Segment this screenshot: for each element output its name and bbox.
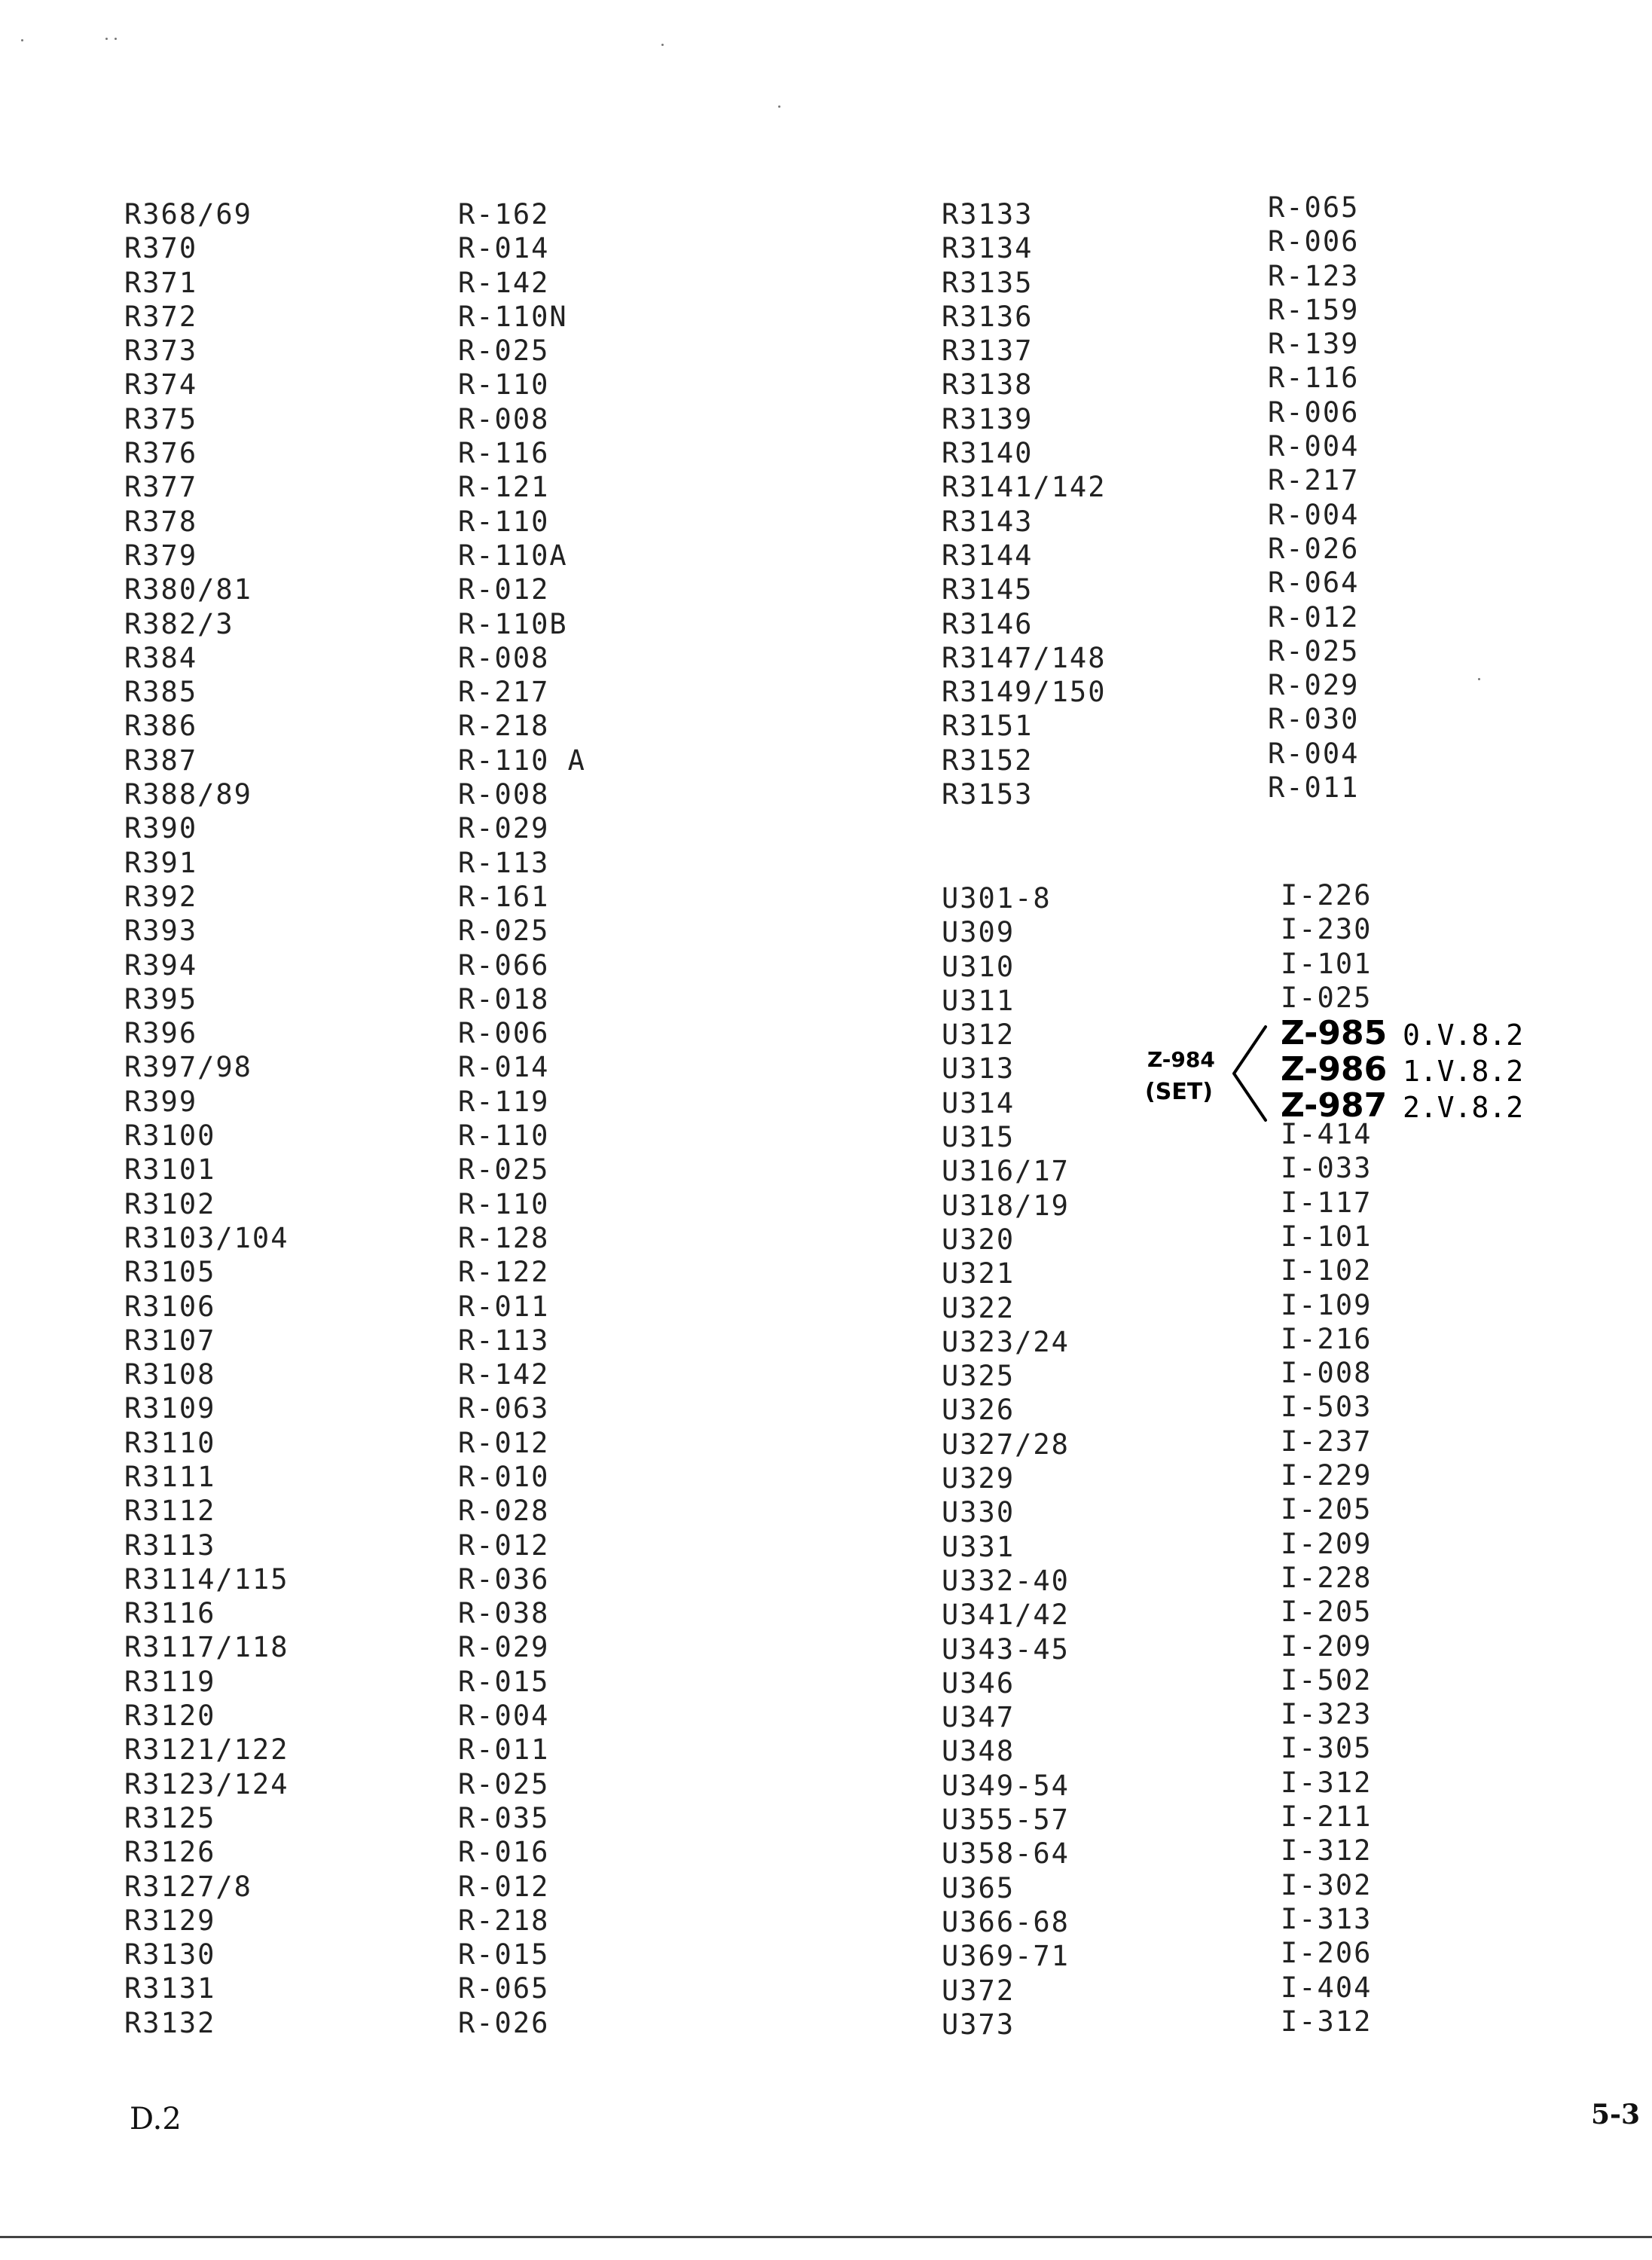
designator-cell: R390 [124, 812, 198, 845]
designator-cell: R3153 [942, 778, 1034, 811]
designator-cell: R388/89 [124, 778, 252, 811]
designator-cell: R3139 [942, 402, 1034, 435]
handwritten-bracket [1226, 1021, 1272, 1126]
handwritten-version-2: 2.V.8.2 [1403, 1091, 1524, 1124]
part-number-cell: R-035 [458, 1801, 550, 1834]
designator-cell: R397/98 [124, 1051, 252, 1084]
right-resistor-designator-column [942, 197, 1106, 811]
part-number-cell: R-113 [458, 846, 550, 879]
designator-cell: U365 [942, 1871, 1015, 1904]
part-number-cell: R-218 [458, 710, 550, 743]
part-number-cell: R-217 [458, 676, 550, 709]
designator-cell: R373 [124, 334, 198, 368]
part-number-cell: I-109 [1281, 1288, 1373, 1321]
designator-cell: R3126 [124, 1836, 216, 1869]
part-number-cell: I-230 [1281, 913, 1373, 946]
designator-cell: R380/81 [124, 573, 252, 606]
designator-cell: R3123/124 [124, 1767, 289, 1800]
part-number-cell: R-012 [1268, 600, 1360, 634]
right-resistor-part-number-column [1268, 191, 1359, 805]
part-number-cell: R-110 [458, 368, 550, 402]
part-number-cell: R-012 [458, 1529, 550, 1562]
designator-cell: U322 [942, 1291, 1015, 1324]
designator-cell: R3110 [124, 1426, 216, 1459]
part-number-cell: R-110 [458, 1119, 550, 1153]
part-number-cell: R-110A [458, 539, 568, 572]
part-number-cell: R-162 [458, 198, 550, 231]
part-number-cell: R-006 [1268, 225, 1360, 258]
designator-cell: R3143 [942, 505, 1034, 538]
designator-cell: R396 [124, 1017, 198, 1050]
designator-cell: U348 [942, 1735, 1015, 1768]
designator-cell: R3144 [942, 539, 1034, 572]
designator-cell: U309 [942, 916, 1015, 949]
part-number-cell: I-503 [1281, 1391, 1373, 1424]
part-number-cell: R-161 [458, 880, 550, 913]
designator-cell: R3108 [124, 1358, 216, 1391]
designator-cell: U329 [942, 1462, 1015, 1495]
scan-speck [778, 105, 780, 108]
designator-cell: R377 [124, 471, 198, 504]
designator-cell: U347 [942, 1701, 1015, 1734]
part-number-cell: R-038 [458, 1597, 550, 1630]
part-number-cell: I-305 [1281, 1732, 1373, 1765]
designator-cell: R3130 [124, 1938, 216, 1971]
part-number-cell: I-502 [1281, 1663, 1373, 1697]
part-number-cell: I-237 [1281, 1425, 1373, 1458]
designator-cell: R386 [124, 710, 198, 743]
part-number-cell: I-101 [1281, 947, 1373, 980]
handwritten-part-0: Z-985 [1281, 1014, 1388, 1052]
part-number-cell: R-113 [458, 1324, 550, 1357]
part-number-cell: I-323 [1281, 1698, 1373, 1731]
designator-cell: R3136 [942, 300, 1034, 333]
part-number-cell: R-030 [1268, 703, 1360, 736]
part-number-cell: R-121 [458, 471, 550, 504]
part-number-cell: I-008 [1281, 1357, 1373, 1390]
designator-cell: R3140 [942, 437, 1034, 470]
part-number-cell: R-025 [458, 334, 550, 368]
designator-cell: R3151 [942, 710, 1034, 743]
part-number-cell: I-025 [1281, 981, 1373, 1014]
part-number-cell: I-102 [1281, 1254, 1373, 1287]
designator-cell: R3119 [124, 1665, 216, 1698]
designator-cell: R3101 [124, 1153, 216, 1186]
designator-cell: R399 [124, 1085, 198, 1118]
part-number-cell: R-123 [1268, 259, 1360, 292]
scan-speck [661, 44, 664, 46]
part-number-cell: R-122 [458, 1256, 550, 1289]
part-number-cell: R-139 [1268, 328, 1360, 361]
designator-cell: U355-57 [942, 1803, 1070, 1837]
designator-cell: R3131 [124, 1972, 216, 2005]
designator-cell: U369-71 [942, 1940, 1070, 1973]
part-number-cell: R-110 [458, 1187, 550, 1220]
designator-cell: U323/24 [942, 1325, 1070, 1358]
part-number-cell: R-128 [458, 1221, 550, 1254]
left-part-number-column [458, 197, 586, 2040]
part-number-cell: R-065 [458, 1972, 550, 2005]
designator-cell: R3137 [942, 334, 1034, 368]
part-number-cell: R-004 [1268, 430, 1360, 463]
part-number-cell: R-011 [458, 1290, 550, 1323]
handwritten-part-2: Z-987 [1281, 1086, 1388, 1125]
designator-cell: R3106 [124, 1290, 216, 1323]
designator-cell: U349-54 [942, 1769, 1070, 1802]
designator-cell: U314 [942, 1086, 1015, 1119]
part-number-cell: I-313 [1281, 1902, 1373, 1935]
part-number-cell: I-216 [1281, 1322, 1373, 1355]
designator-cell: R382/3 [124, 607, 234, 640]
part-number-cell: R-008 [458, 402, 550, 435]
part-number-cell: I-206 [1281, 1937, 1373, 1970]
designator-cell: R3129 [124, 1904, 216, 1937]
designator-cell: R3117/118 [124, 1631, 289, 1664]
designator-cell: R3120 [124, 1700, 216, 1733]
designator-cell: R378 [124, 505, 198, 538]
part-number-cell: R-029 [1268, 669, 1360, 702]
part-number-cell: R-025 [458, 1767, 550, 1800]
designator-cell: R3138 [942, 368, 1034, 402]
designator-cell: R385 [124, 676, 198, 709]
designator-cell: U315 [942, 1121, 1015, 1154]
part-number-cell: I-414 [1281, 1118, 1373, 1151]
part-number-cell: R-142 [458, 266, 550, 299]
designator-cell: R387 [124, 744, 198, 777]
part-number-cell: R-015 [458, 1938, 550, 1971]
part-number-cell: R-063 [458, 1392, 550, 1425]
designator-cell: R371 [124, 266, 198, 299]
designator-cell: U330 [942, 1496, 1015, 1529]
part-number-cell: R-116 [458, 437, 550, 470]
designator-cell: U326 [942, 1394, 1015, 1427]
designator-cell: R395 [124, 982, 198, 1015]
designator-cell: R376 [124, 437, 198, 470]
designator-cell: R3109 [124, 1392, 216, 1425]
part-number-cell: I-312 [1281, 2005, 1373, 2038]
designator-cell: U358-64 [942, 1837, 1070, 1871]
part-number-cell: R-010 [458, 1460, 550, 1493]
part-number-cell: R-217 [1268, 464, 1360, 497]
designator-cell: R3147/148 [942, 641, 1107, 674]
part-number-cell: R-026 [458, 2006, 550, 2039]
designator-cell: R3114/115 [124, 1562, 289, 1596]
part-number-cell: R-006 [1268, 396, 1360, 429]
designator-cell: R3116 [124, 1597, 216, 1630]
designator-cell: R3134 [942, 232, 1034, 265]
part-number-cell: R-012 [458, 573, 550, 606]
scan-speck [105, 38, 108, 40]
part-number-cell: R-065 [1268, 191, 1360, 224]
part-number-cell: I-101 [1281, 1220, 1373, 1253]
part-number-cell: R-025 [1268, 634, 1360, 667]
part-number-cell: I-404 [1281, 1971, 1373, 2004]
designator-cell: R3152 [942, 744, 1034, 777]
part-number-cell: R-116 [1268, 362, 1360, 395]
handwritten-set-part: Z-984 [1147, 1047, 1215, 1072]
scan-speck [1478, 678, 1480, 680]
part-number-cell: R-026 [1268, 532, 1360, 565]
part-number-cell: R-066 [458, 948, 550, 982]
designator-cell: R3145 [942, 573, 1034, 606]
part-number-cell: R-110 [458, 505, 550, 538]
designator-cell: U313 [942, 1052, 1015, 1086]
part-number-cell: I-312 [1281, 1766, 1373, 1799]
designator-cell: R3146 [942, 607, 1034, 640]
designator-cell: R3113 [124, 1529, 216, 1562]
designator-cell: R375 [124, 402, 198, 435]
designator-cell: R3103/104 [124, 1221, 289, 1254]
designator-cell: U318/19 [942, 1189, 1070, 1222]
part-number-cell: I-205 [1281, 1596, 1373, 1629]
part-number-cell: R-025 [458, 1153, 550, 1186]
part-number-cell: R-029 [458, 1631, 550, 1664]
designator-cell: R3135 [942, 266, 1034, 299]
part-number-cell: R-016 [458, 1836, 550, 1869]
part-number-cell: I-211 [1281, 1800, 1373, 1834]
designator-cell: R368/69 [124, 198, 252, 231]
part-number-cell: R-110N [458, 300, 568, 333]
part-number-cell: R-004 [1268, 737, 1360, 770]
designator-cell: R394 [124, 948, 198, 982]
part-number-cell: I-312 [1281, 1834, 1373, 1868]
designator-cell: R3141/142 [942, 471, 1107, 504]
handwritten-version-0: 0.V.8.2 [1403, 1019, 1524, 1052]
designator-cell: R3133 [942, 198, 1034, 231]
part-number-cell: R-008 [458, 778, 550, 811]
designator-cell: R391 [124, 846, 198, 879]
designator-cell: U343-45 [942, 1632, 1070, 1666]
designator-cell: R3111 [124, 1460, 216, 1493]
part-number-cell: I-302 [1281, 1868, 1373, 1901]
part-number-cell: R-218 [458, 1904, 550, 1937]
part-number-cell: I-033 [1281, 1152, 1373, 1185]
designator-cell: R374 [124, 368, 198, 402]
designator-cell: R379 [124, 539, 198, 572]
part-number-cell: R-159 [1268, 293, 1360, 326]
designator-cell: R370 [124, 232, 198, 265]
left-designator-column [124, 197, 289, 2040]
designator-cell: R393 [124, 915, 198, 948]
footer-page-number: 5-3 [1591, 2099, 1641, 2130]
designator-cell: U366-68 [942, 1905, 1070, 1938]
designator-cell: U311 [942, 984, 1015, 1017]
handwritten-part-1: Z-986 [1281, 1050, 1388, 1089]
part-number-cell: R-014 [458, 232, 550, 265]
part-number-cell: I-205 [1281, 1493, 1373, 1526]
part-number-cell: R-028 [458, 1495, 550, 1528]
scan-speck [21, 39, 23, 41]
part-number-cell: R-014 [458, 1051, 550, 1084]
designator-cell: R3132 [124, 2006, 216, 2039]
designator-cell: U321 [942, 1257, 1015, 1290]
designator-cell: U331 [942, 1530, 1015, 1563]
designator-cell: U325 [942, 1360, 1015, 1393]
part-number-cell: R-004 [1268, 498, 1360, 531]
designator-cell: R3149/150 [942, 676, 1107, 709]
part-number-cell: R-008 [458, 641, 550, 674]
part-number-cell: R-110B [458, 607, 568, 640]
designator-cell: U332-40 [942, 1564, 1070, 1597]
designator-cell: U301-8 [942, 882, 1052, 915]
part-number-cell: I-209 [1281, 1527, 1373, 1560]
part-number-cell: R-004 [458, 1700, 550, 1733]
part-number-cell: R-011 [1268, 771, 1360, 805]
part-number-cell: R-110 A [458, 744, 586, 777]
designator-cell: U372 [942, 1974, 1015, 2007]
part-number-cell: R-025 [458, 915, 550, 948]
designator-cell: U346 [942, 1666, 1015, 1700]
designator-cell: R3112 [124, 1495, 216, 1528]
part-number-cell: I-209 [1281, 1629, 1373, 1663]
handwritten-version-1: 1.V.8.2 [1403, 1055, 1524, 1088]
scan-speck [115, 38, 117, 40]
designator-cell: R3127/8 [124, 1870, 252, 1903]
designator-cell: U327/28 [942, 1428, 1070, 1461]
part-number-cell: I-117 [1281, 1186, 1373, 1219]
part-number-cell: R-142 [458, 1358, 550, 1391]
part-number-cell: I-228 [1281, 1561, 1373, 1594]
designator-cell: R3125 [124, 1801, 216, 1834]
designator-cell: R3107 [124, 1324, 216, 1357]
bottom-rule [0, 2236, 1652, 2238]
part-number-cell: R-064 [1268, 567, 1360, 600]
designator-cell: R3100 [124, 1119, 216, 1153]
part-number-cell: I-226 [1281, 879, 1373, 912]
designator-cell: R372 [124, 300, 198, 333]
part-number-cell: R-029 [458, 812, 550, 845]
part-number-cell: R-006 [458, 1017, 550, 1050]
designator-cell: U341/42 [942, 1599, 1070, 1632]
part-number-cell: R-018 [458, 982, 550, 1015]
designator-cell: R384 [124, 641, 198, 674]
part-number-cell: R-012 [458, 1426, 550, 1459]
handwritten-set-label: (SET) [1145, 1079, 1213, 1105]
part-number-cell: R-012 [458, 1870, 550, 1903]
part-number-cell: R-119 [458, 1085, 550, 1118]
right-ic-designator-column [942, 881, 1070, 2042]
part-number-cell: I-229 [1281, 1459, 1373, 1492]
part-number-cell: R-011 [458, 1733, 550, 1767]
designator-cell: U312 [942, 1019, 1015, 1052]
part-number-cell: R-015 [458, 1665, 550, 1698]
designator-cell: R3102 [124, 1187, 216, 1220]
designator-cell: U373 [942, 2008, 1015, 2041]
footer-section-label: D.2 [130, 2102, 182, 2136]
designator-cell: U320 [942, 1223, 1015, 1256]
designator-cell: R3105 [124, 1256, 216, 1289]
designator-cell: U316/17 [942, 1155, 1070, 1188]
designator-cell: U310 [942, 950, 1015, 983]
designator-cell: R3121/122 [124, 1733, 289, 1767]
part-number-cell: R-036 [458, 1562, 550, 1596]
designator-cell: R392 [124, 880, 198, 913]
